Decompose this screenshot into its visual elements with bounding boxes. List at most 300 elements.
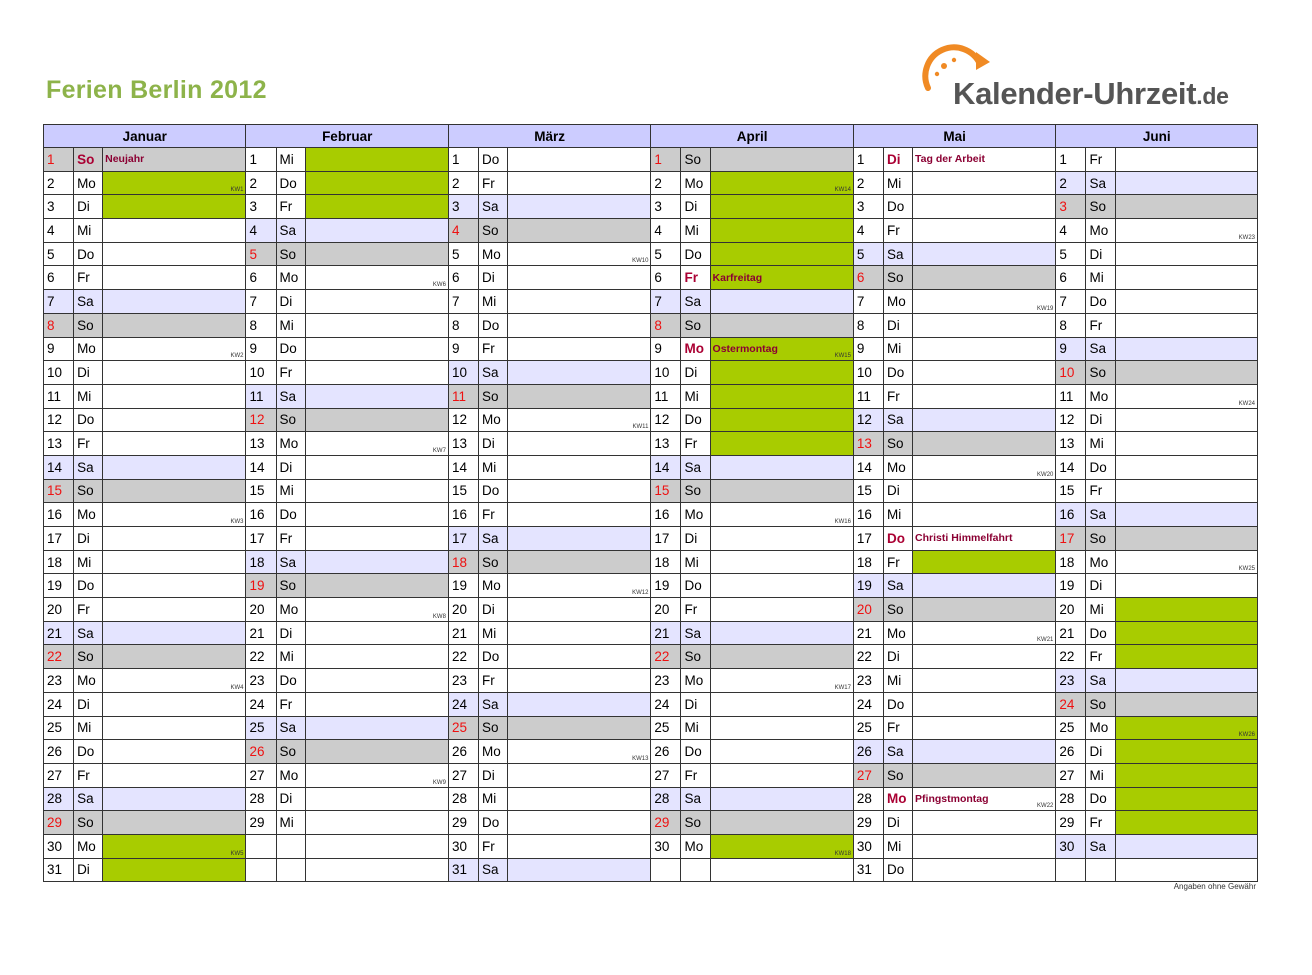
- week-number: KW12: [632, 590, 649, 597]
- day-number: 23: [1056, 669, 1086, 693]
- day-number: 30: [44, 834, 74, 858]
- day-event-cell: [103, 242, 246, 266]
- weekday: Mo: [479, 574, 508, 598]
- day-event-cell: [913, 550, 1056, 574]
- weekday: Fr: [681, 763, 710, 787]
- weekday: So: [681, 313, 710, 337]
- day-number: 19: [44, 574, 74, 598]
- day-event-cell: [710, 266, 853, 290]
- day-number: 23: [651, 669, 681, 693]
- week-number: KW20: [1037, 471, 1054, 478]
- weekday: So: [479, 384, 508, 408]
- weekday: Mi: [1086, 598, 1115, 622]
- weekday: Fr: [1086, 645, 1115, 669]
- weekday: Do: [479, 479, 508, 503]
- weekday: Mi: [276, 645, 305, 669]
- day-event-cell: [710, 574, 853, 598]
- day-event-cell: [1115, 432, 1257, 456]
- day-number: 24: [1056, 692, 1086, 716]
- day-event-cell: [508, 148, 651, 172]
- weekday: So: [681, 645, 710, 669]
- week-number: KW2: [230, 353, 244, 360]
- day-event-cell: [305, 479, 448, 503]
- day-number: 9: [651, 337, 681, 361]
- week-number: KW19: [1037, 305, 1054, 312]
- day-event-cell: [710, 148, 853, 172]
- day-number: 2: [44, 171, 74, 195]
- day-event-cell: [103, 787, 246, 811]
- empty-cell: [651, 858, 681, 882]
- day-event-cell: [710, 290, 853, 314]
- day-event-cell: [305, 574, 448, 598]
- brand-logo[interactable]: [918, 42, 1248, 114]
- weekday: So: [883, 598, 912, 622]
- weekday: Do: [74, 408, 103, 432]
- day-event-cell: [103, 621, 246, 645]
- day-event-cell: [1115, 337, 1257, 361]
- weekday: So: [276, 574, 305, 598]
- day-event-cell: [913, 787, 1056, 811]
- weekday: Do: [883, 527, 912, 551]
- calendar-row: [44, 455, 1258, 479]
- weekday: Mo: [883, 787, 912, 811]
- day-number: 31: [448, 858, 478, 882]
- weekday: Do: [1086, 787, 1115, 811]
- weekday: So: [681, 148, 710, 172]
- day-number: 2: [1056, 171, 1086, 195]
- weekday: Mi: [883, 503, 912, 527]
- day-number: 29: [44, 811, 74, 835]
- weekday: Di: [74, 858, 103, 882]
- day-number: 29: [246, 811, 276, 835]
- day-event-cell: [508, 266, 651, 290]
- day-number: 13: [651, 432, 681, 456]
- day-number: 3: [44, 195, 74, 219]
- weekday: Do: [1086, 290, 1115, 314]
- day-number: 12: [246, 408, 276, 432]
- weekday: Mi: [479, 290, 508, 314]
- day-number: 7: [448, 290, 478, 314]
- weekday: Mi: [276, 148, 305, 172]
- calendar-row: [44, 574, 1258, 598]
- weekday: Di: [1086, 242, 1115, 266]
- day-event-cell: [710, 550, 853, 574]
- week-number: KW25: [1238, 566, 1255, 573]
- empty-cell: [1115, 858, 1257, 882]
- calendar-row: [44, 219, 1258, 243]
- week-number: KW17: [834, 684, 851, 691]
- day-event-cell: [913, 455, 1056, 479]
- day-number: 10: [651, 361, 681, 385]
- calendar-row: [44, 527, 1258, 551]
- day-event-cell: [103, 219, 246, 243]
- day-event-cell: [710, 313, 853, 337]
- weekday: Mo: [74, 337, 103, 361]
- holiday-label: Christi Himmelfahrt: [915, 532, 1013, 545]
- day-number: 3: [246, 195, 276, 219]
- weekday: Di: [883, 645, 912, 669]
- day-event-cell: [1115, 621, 1257, 645]
- week-number: KW16: [834, 519, 851, 525]
- day-number: 8: [448, 313, 478, 337]
- weekday: Do: [74, 242, 103, 266]
- day-event-cell: [1115, 598, 1257, 622]
- day-event-cell: [913, 361, 1056, 385]
- week-number: KW11: [632, 424, 649, 431]
- day-number: 17: [651, 527, 681, 551]
- day-number: 24: [44, 692, 74, 716]
- weekday: Mo: [1086, 550, 1115, 574]
- day-event-cell: [508, 763, 651, 787]
- day-event-cell: [1115, 148, 1257, 172]
- weekday: Di: [681, 361, 710, 385]
- day-number: 1: [246, 148, 276, 172]
- day-number: 26: [448, 740, 478, 764]
- weekday: So: [276, 408, 305, 432]
- day-event-cell: [305, 337, 448, 361]
- disclaimer: Angaben ohne Gewähr: [1173, 882, 1256, 891]
- day-number: 11: [853, 384, 883, 408]
- day-event-cell: [710, 740, 853, 764]
- weekday: Mi: [276, 479, 305, 503]
- weekday: So: [74, 313, 103, 337]
- weekday: Sa: [276, 716, 305, 740]
- weekday: Mo: [276, 266, 305, 290]
- day-number: 16: [1056, 503, 1086, 527]
- day-event-cell: [1115, 384, 1257, 408]
- weekday: Do: [681, 574, 710, 598]
- day-event-cell: [508, 527, 651, 551]
- day-number: 13: [1056, 432, 1086, 456]
- weekday: So: [276, 242, 305, 266]
- day-number: 9: [448, 337, 478, 361]
- weekday: Sa: [1086, 834, 1115, 858]
- day-event-cell: [103, 811, 246, 835]
- weekday: Mi: [74, 716, 103, 740]
- day-event-cell: [1115, 171, 1257, 195]
- day-number: 10: [1056, 361, 1086, 385]
- day-number: 6: [651, 266, 681, 290]
- day-number: 2: [448, 171, 478, 195]
- weekday: Do: [479, 313, 508, 337]
- day-event-cell: [1115, 669, 1257, 693]
- day-number: 1: [1056, 148, 1086, 172]
- weekday: Sa: [883, 574, 912, 598]
- day-number: 19: [853, 574, 883, 598]
- weekday: Mo: [883, 455, 912, 479]
- holiday-label: Pfingstmontag: [915, 792, 989, 805]
- day-number: 1: [853, 148, 883, 172]
- day-number: 30: [853, 834, 883, 858]
- day-event-cell: [1115, 645, 1257, 669]
- day-number: 25: [448, 716, 478, 740]
- weekday: Mi: [479, 787, 508, 811]
- day-number: 26: [246, 740, 276, 764]
- week-number: KW24: [1238, 400, 1255, 407]
- empty-cell: [1086, 858, 1115, 882]
- day-event-cell: [710, 219, 853, 243]
- day-number: 16: [853, 503, 883, 527]
- day-event-cell: [710, 621, 853, 645]
- weekday: Do: [276, 171, 305, 195]
- calendar-row: [44, 408, 1258, 432]
- weekday: Mo: [883, 621, 912, 645]
- day-event-cell: [305, 503, 448, 527]
- day-event-cell: [508, 598, 651, 622]
- day-number: 15: [1056, 479, 1086, 503]
- day-number: 10: [44, 361, 74, 385]
- calendar-row: [44, 645, 1258, 669]
- weekday: So: [1086, 195, 1115, 219]
- weekday: Di: [74, 692, 103, 716]
- weekday: So: [681, 811, 710, 835]
- calendar-row: [44, 598, 1258, 622]
- day-event-cell: [508, 195, 651, 219]
- weekday: Do: [479, 148, 508, 172]
- day-event-cell: [103, 740, 246, 764]
- day-number: 28: [1056, 787, 1086, 811]
- weekday: Fr: [479, 834, 508, 858]
- day-event-cell: [1115, 503, 1257, 527]
- holiday-label: Ostermontag: [712, 342, 778, 355]
- day-event-cell: [913, 242, 1056, 266]
- day-number: 8: [246, 313, 276, 337]
- weekday: Mi: [276, 313, 305, 337]
- calendar-row: [44, 361, 1258, 385]
- day-event-cell: [508, 408, 651, 432]
- day-event-cell: [508, 171, 651, 195]
- weekday: Di: [1086, 740, 1115, 764]
- month-header-row: [44, 125, 1258, 148]
- day-event-cell: [710, 479, 853, 503]
- weekday: Di: [883, 313, 912, 337]
- day-number: 4: [651, 219, 681, 243]
- day-event-cell: [1115, 550, 1257, 574]
- day-number: 13: [448, 432, 478, 456]
- day-number: 5: [448, 242, 478, 266]
- day-number: 27: [246, 763, 276, 787]
- weekday: Do: [883, 858, 912, 882]
- day-number: 13: [853, 432, 883, 456]
- day-number: 24: [246, 692, 276, 716]
- weekday: Sa: [276, 384, 305, 408]
- weekday: Sa: [276, 219, 305, 243]
- day-number: 20: [651, 598, 681, 622]
- day-event-cell: [103, 171, 246, 195]
- day-number: 18: [44, 550, 74, 574]
- weekday: Fr: [276, 692, 305, 716]
- day-event-cell: [913, 598, 1056, 622]
- day-event-cell: [305, 740, 448, 764]
- day-number: 20: [246, 598, 276, 622]
- day-event-cell: [305, 550, 448, 574]
- weekday: Di: [883, 479, 912, 503]
- day-event-cell: [508, 455, 651, 479]
- day-number: 4: [448, 219, 478, 243]
- calendar-row: [44, 313, 1258, 337]
- year-calendar: [43, 124, 1258, 882]
- day-number: 18: [246, 550, 276, 574]
- day-number: 7: [651, 290, 681, 314]
- week-number: KW1: [230, 187, 244, 194]
- weekday: Fr: [479, 337, 508, 361]
- day-event-cell: [103, 408, 246, 432]
- weekday: Mi: [1086, 432, 1115, 456]
- weekday: Do: [1086, 621, 1115, 645]
- weekday: Do: [681, 740, 710, 764]
- day-number: 20: [1056, 598, 1086, 622]
- day-number: 8: [853, 313, 883, 337]
- weekday: Mi: [1086, 763, 1115, 787]
- day-number: 31: [44, 858, 74, 882]
- day-event-cell: [305, 148, 448, 172]
- weekday: Do: [479, 645, 508, 669]
- day-number: 28: [853, 787, 883, 811]
- weekday: Sa: [681, 621, 710, 645]
- day-event-cell: [710, 503, 853, 527]
- day-number: 27: [448, 763, 478, 787]
- day-number: 12: [44, 408, 74, 432]
- day-number: 20: [853, 598, 883, 622]
- day-number: 30: [448, 834, 478, 858]
- week-number: KW26: [1238, 732, 1255, 739]
- day-number: 22: [44, 645, 74, 669]
- weekday: Mo: [479, 740, 508, 764]
- day-event-cell: [1115, 787, 1257, 811]
- weekday: So: [1086, 361, 1115, 385]
- weekday: Sa: [479, 361, 508, 385]
- weekday: Di: [276, 455, 305, 479]
- day-event-cell: [913, 527, 1056, 551]
- day-number: 22: [1056, 645, 1086, 669]
- weekday: Mi: [883, 337, 912, 361]
- weekday: Mo: [1086, 384, 1115, 408]
- day-number: 24: [448, 692, 478, 716]
- day-number: 12: [448, 408, 478, 432]
- day-number: 23: [448, 669, 478, 693]
- weekday: Di: [883, 811, 912, 835]
- day-number: 18: [853, 550, 883, 574]
- day-event-cell: [305, 195, 448, 219]
- weekday: Do: [883, 692, 912, 716]
- day-event-cell: [1115, 195, 1257, 219]
- day-number: 6: [246, 266, 276, 290]
- day-event-cell: [710, 787, 853, 811]
- weekday: Mi: [681, 550, 710, 574]
- weekday: Fr: [74, 598, 103, 622]
- weekday: Mo: [681, 337, 710, 361]
- day-event-cell: [710, 195, 853, 219]
- day-number: 29: [448, 811, 478, 835]
- day-event-cell: [913, 811, 1056, 835]
- week-number: KW7: [432, 447, 446, 454]
- day-event-cell: [1115, 527, 1257, 551]
- day-number: 23: [44, 669, 74, 693]
- weekday: Fr: [276, 195, 305, 219]
- weekday: Do: [74, 574, 103, 598]
- weekday: Di: [479, 266, 508, 290]
- day-event-cell: [508, 692, 651, 716]
- day-event-cell: [913, 384, 1056, 408]
- weekday: Sa: [74, 787, 103, 811]
- day-event-cell: [1115, 290, 1257, 314]
- day-event-cell: [913, 148, 1056, 172]
- calendar-row: [44, 621, 1258, 645]
- weekday: Do: [479, 811, 508, 835]
- day-number: 27: [1056, 763, 1086, 787]
- day-event-cell: [103, 479, 246, 503]
- weekday: So: [883, 763, 912, 787]
- day-event-cell: [710, 763, 853, 787]
- day-number: 16: [651, 503, 681, 527]
- day-number: 11: [448, 384, 478, 408]
- day-event-cell: [1115, 716, 1257, 740]
- day-number: 6: [1056, 266, 1086, 290]
- day-event-cell: [508, 361, 651, 385]
- calendar-row: [44, 242, 1258, 266]
- day-event-cell: [305, 621, 448, 645]
- day-number: 3: [853, 195, 883, 219]
- weekday: Mi: [74, 219, 103, 243]
- day-number: 28: [448, 787, 478, 811]
- day-event-cell: [103, 550, 246, 574]
- weekday: Di: [276, 787, 305, 811]
- day-number: 12: [853, 408, 883, 432]
- weekday: Fr: [883, 550, 912, 574]
- weekday: Fr: [276, 361, 305, 385]
- day-event-cell: [913, 692, 1056, 716]
- day-event-cell: [103, 692, 246, 716]
- weekday: Sa: [479, 527, 508, 551]
- day-event-cell: [710, 811, 853, 835]
- day-event-cell: [103, 763, 246, 787]
- week-number: KW4: [230, 684, 244, 691]
- day-event-cell: [1115, 692, 1257, 716]
- weekday: Sa: [883, 408, 912, 432]
- weekday: Sa: [681, 787, 710, 811]
- week-number: KW3: [230, 519, 244, 525]
- day-event-cell: [103, 503, 246, 527]
- weekday: Di: [74, 527, 103, 551]
- weekday: Mi: [681, 219, 710, 243]
- day-number: 26: [44, 740, 74, 764]
- weekday: Di: [479, 598, 508, 622]
- calendar-row: [44, 384, 1258, 408]
- weekday: Do: [681, 408, 710, 432]
- weekday: So: [74, 148, 103, 172]
- day-number: 14: [44, 455, 74, 479]
- day-number: 10: [246, 361, 276, 385]
- weekday: Mi: [883, 171, 912, 195]
- day-number: 22: [448, 645, 478, 669]
- day-event-cell: [913, 834, 1056, 858]
- day-event-cell: [913, 574, 1056, 598]
- day-number: 23: [246, 669, 276, 693]
- weekday: Di: [276, 290, 305, 314]
- month-header: Mai: [853, 125, 1055, 148]
- day-number: 4: [1056, 219, 1086, 243]
- weekday: Fr: [74, 266, 103, 290]
- day-event-cell: [913, 479, 1056, 503]
- weekday: So: [479, 550, 508, 574]
- weekday: Sa: [883, 740, 912, 764]
- day-number: 21: [853, 621, 883, 645]
- calendar-row: [44, 266, 1258, 290]
- day-event-cell: [913, 266, 1056, 290]
- weekday: Sa: [681, 290, 710, 314]
- day-number: 10: [448, 361, 478, 385]
- weekday: Di: [479, 763, 508, 787]
